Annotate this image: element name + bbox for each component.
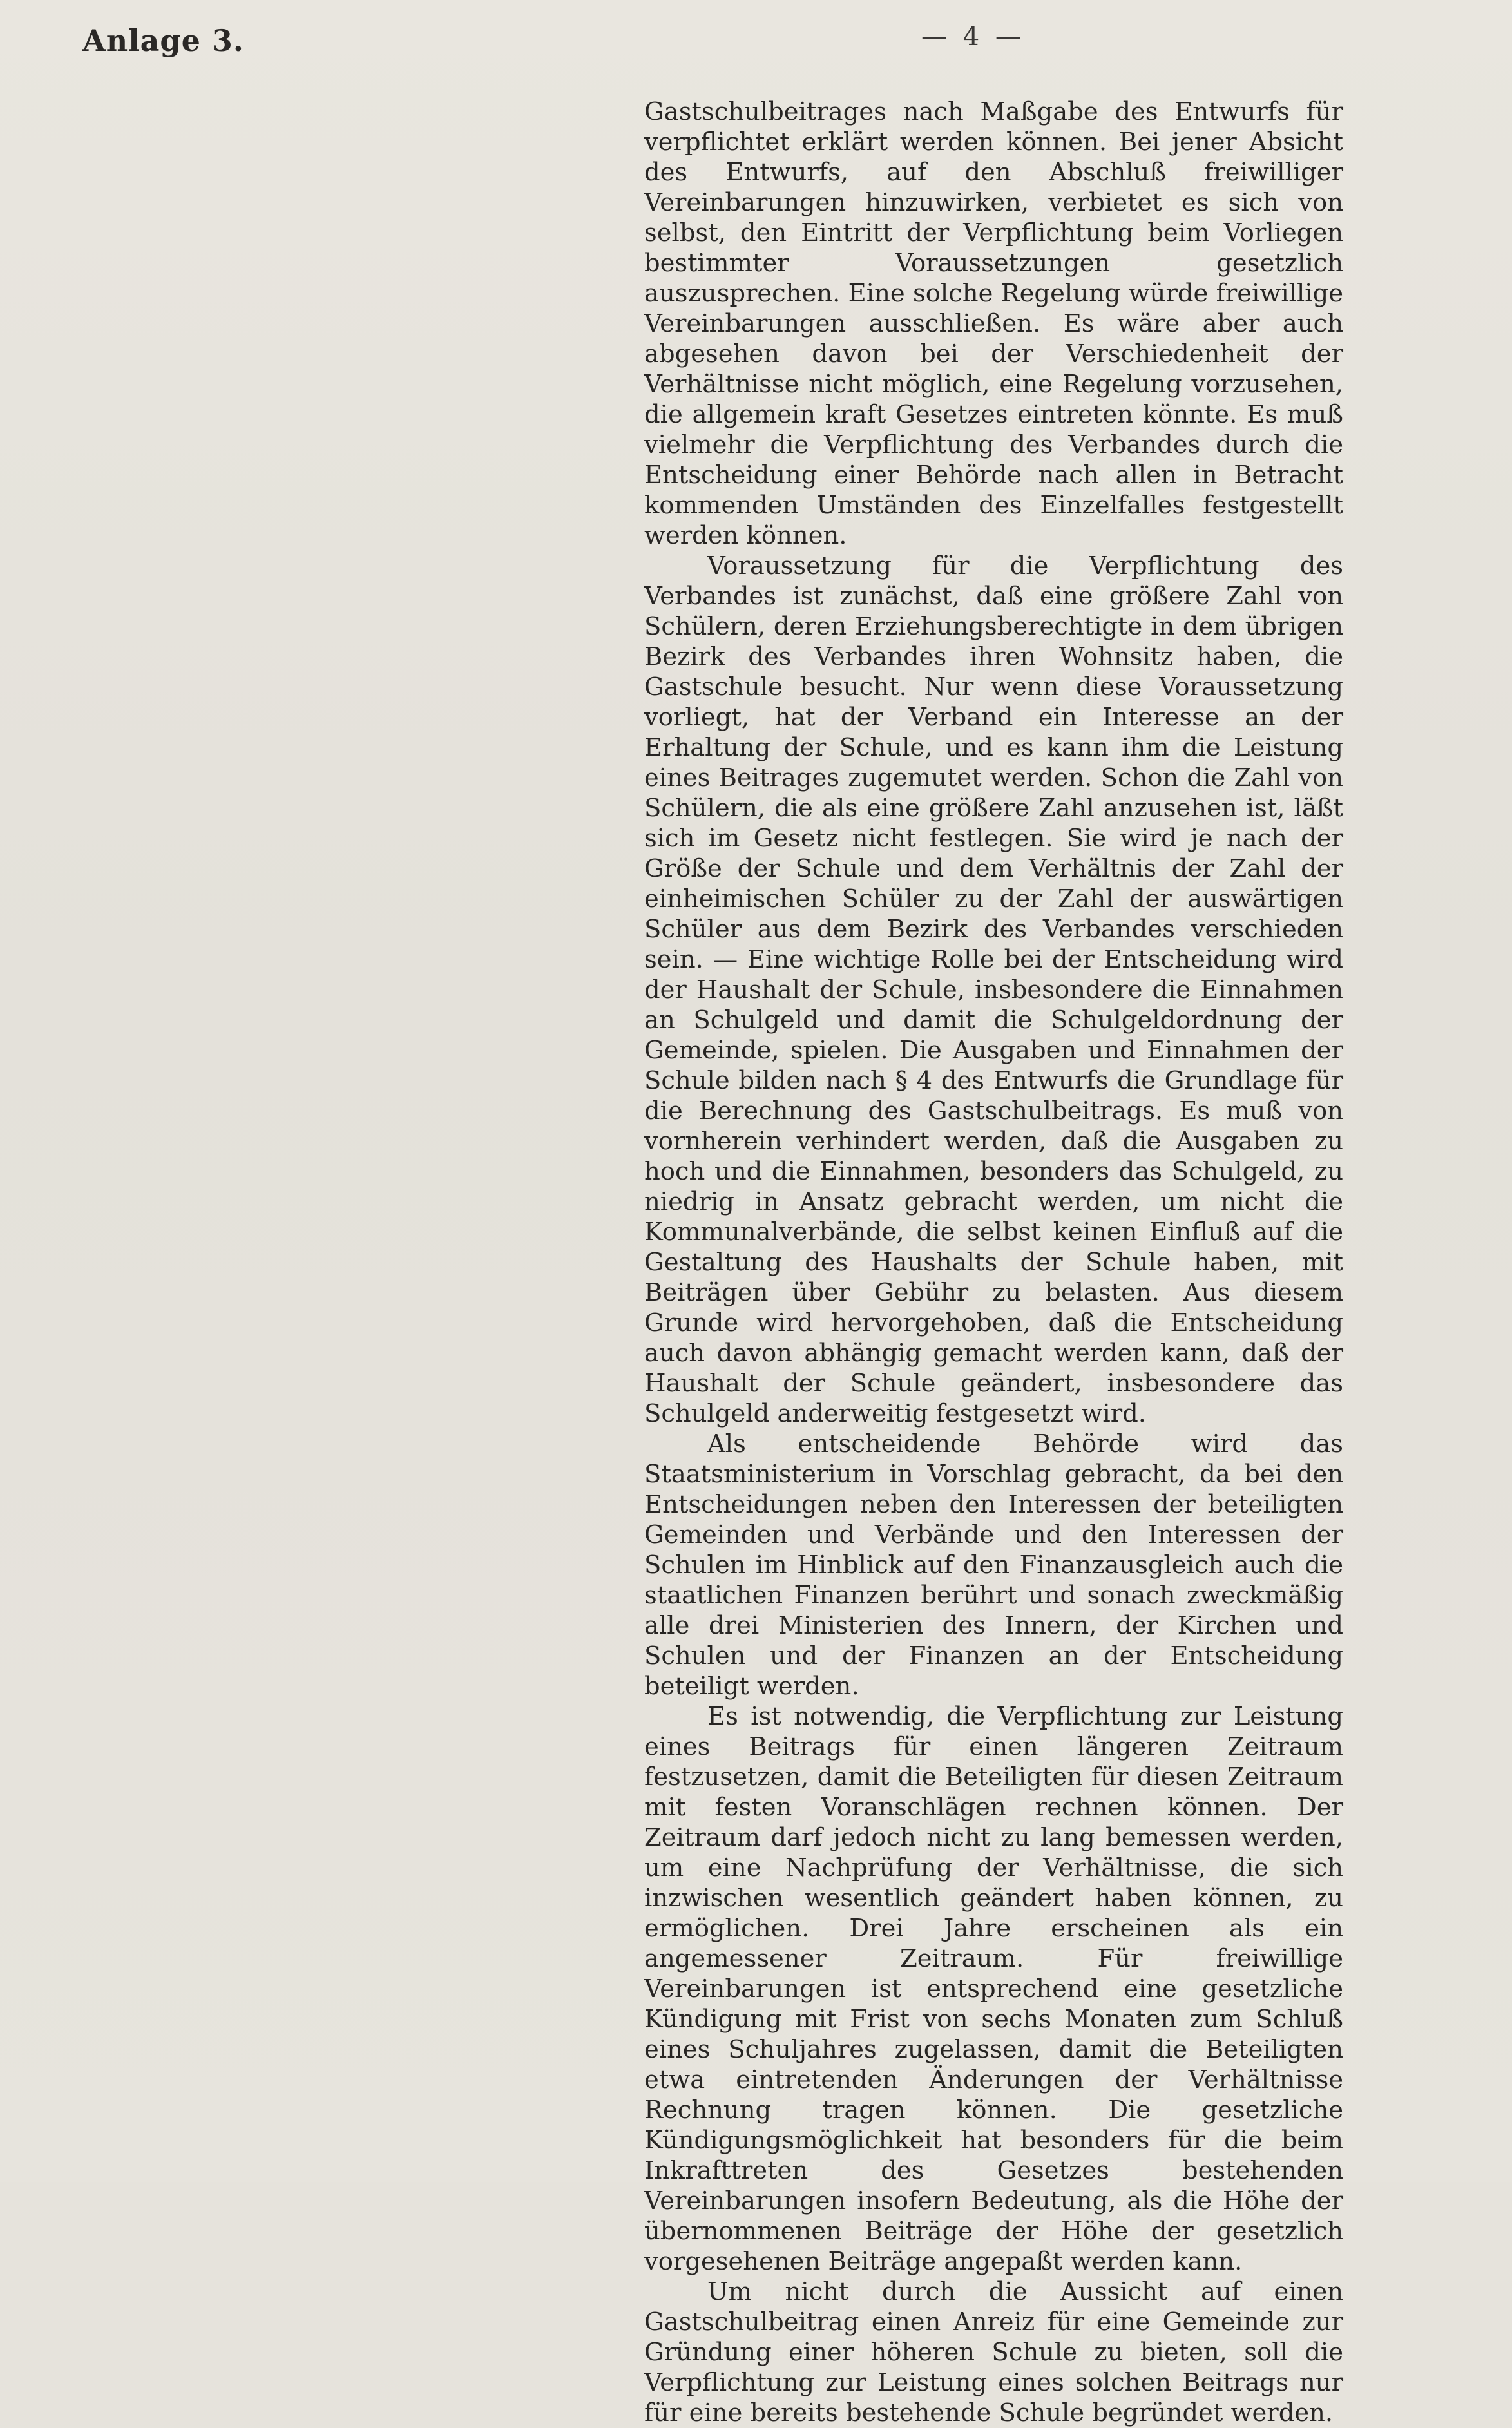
paragraph: Gastschulbeitrages nach Maßgabe des Entwurfs für verpflichtet erklärt werden können. Bei jener Absicht des Entwurfs, auf den Abschluß freiwilliger Vereinbarungen hinzuwirken, verbietet es sich von selbst, den Eintritt der Verpflichtung beim Vorliegen bestimmter Voraussetzungen gesetzlich auszusprechen. Eine solche Regelung würde freiwillige Vereinbarungen ausschließen. Es wäre aber auch abgesehen davon bei der Verschiedenheit der Verhältnisse nicht möglich, eine Regelung vorzusehen, die allgemein kraft Gesetzes eintreten könnte. Es muß vielmehr die Verpflichtung des Verbandes durch die Entscheidung einer Behörde nach allen in Betracht kommenden Umständen des Einzelfalles festgestellt werden können. <box>644 97 1343 550</box>
paragraph: Voraussetzung für die Verpflichtung des Verbandes ist zunächst, daß eine größere Zahl von Schülern, deren Erziehungsberechtigte in dem übrigen Bezirk des Verbandes ihren Wohnsitz haben, die Gastschule besucht. Nur wenn diese Voraussetzung vorliegt, hat der Verband ein Interesse an der Erhaltung der Schule, und es kann ihm die Leistung eines Beitrages zugemutet werden. Schon die Zahl von Schülern, die als eine größere Zahl anzusehen ist, läßt sich im Gesetz nicht festlegen. Sie wird je nach der Größe der Schule und dem Verhältnis der Zahl der einheimischen Schüler zu der Zahl der auswärtigen Schüler aus dem Bezirk des Verbandes verschieden sein. — Eine wichtige Rolle bei der Entscheidung wird der Haushalt der Schule, insbesondere die Einnahmen an Schulgeld und damit die Schulgeldordnung der Gemeinde, spielen. Die Ausgaben und Einnahmen der Schule bilden nach § 4 des Entwurfs die Grundlage für die Berechnung des Gastschulbeitrags. Es muß von vornherein verhindert werden, daß die Ausgaben zu hoch und die Einnahmen, besonders das Schulgeld, zu niedrig in Ansatz gebracht werden, um nicht die Kommunalverbände, die selbst keinen Einfluß auf die Gestaltung des Haushalts der Schule haben, mit Beiträgen über Gebühr zu belasten. Aus diesem Grunde wird hervorgehoben, daß die Entscheidung auch davon abhängig gemacht werden kann, daß der Haushalt der Schule geändert, insbesondere das Schulgeld anderweitig festgesetzt wird. <box>644 551 1343 1428</box>
body-text <box>644 97 1343 2428</box>
page-number: — 4 — <box>921 22 1025 52</box>
paragraph: Als entscheidende Behörde wird das Staatsministerium in Vorschlag gebracht, da bei den Entscheidungen neben den Interessen der beteiligten Gemeinden und Verbände und den Interessen der Schulen im Hinblick auf den Finanzausgleich auch die staatlichen Finanzen berührt und sonach zweckmäßig alle drei Ministerien des Innern, der Kirchen und Schulen und der Finanzen an der Entscheidung beteiligt werden. <box>644 1429 1343 1701</box>
paragraph: Um nicht durch die Aussicht auf einen Gastschulbeitrag einen Anreiz für eine Gemeinde zur Gründung einer höheren Schule zu bieten, soll die Verpflichtung zur Leistung eines solchen Beitrags nur für eine bereits bestehende Schule begründet werden. <box>644 2277 1343 2427</box>
annex-label: Anlage 3. <box>82 23 244 58</box>
paragraph: Es ist notwendig, die Verpflichtung zur Leistung eines Beitrags für einen längeren Zeitraum festzusetzen, damit die Beteiligten für diesen Zeitraum mit festen Voranschlägen rechnen können. Der Zeitraum darf jedoch nicht zu lang bemessen werden, um eine Nachprüfung der Verhältnisse, die sich inzwischen wesentlich geändert haben können, zu ermöglichen. Drei Jahre erscheinen als ein angemessener Zeitraum. Für freiwillige Vereinbarungen ist entsprechend eine gesetzliche Kündigung mit Frist von sechs Monaten zum Schluß eines Schuljahres zugelassen, damit die Beteiligten etwa eintretenden Änderungen der Verhältnisse Rechnung tragen können. Die gesetzliche Kündigungsmöglichkeit hat besonders für die beim Inkrafttreten des Gesetzes bestehenden Vereinbarungen insofern Bedeutung, als die Höhe der übernommenen Beiträge der Höhe der gesetzlich vorgesehenen Beiträge angepaßt werden kann. <box>644 1702 1343 2276</box>
